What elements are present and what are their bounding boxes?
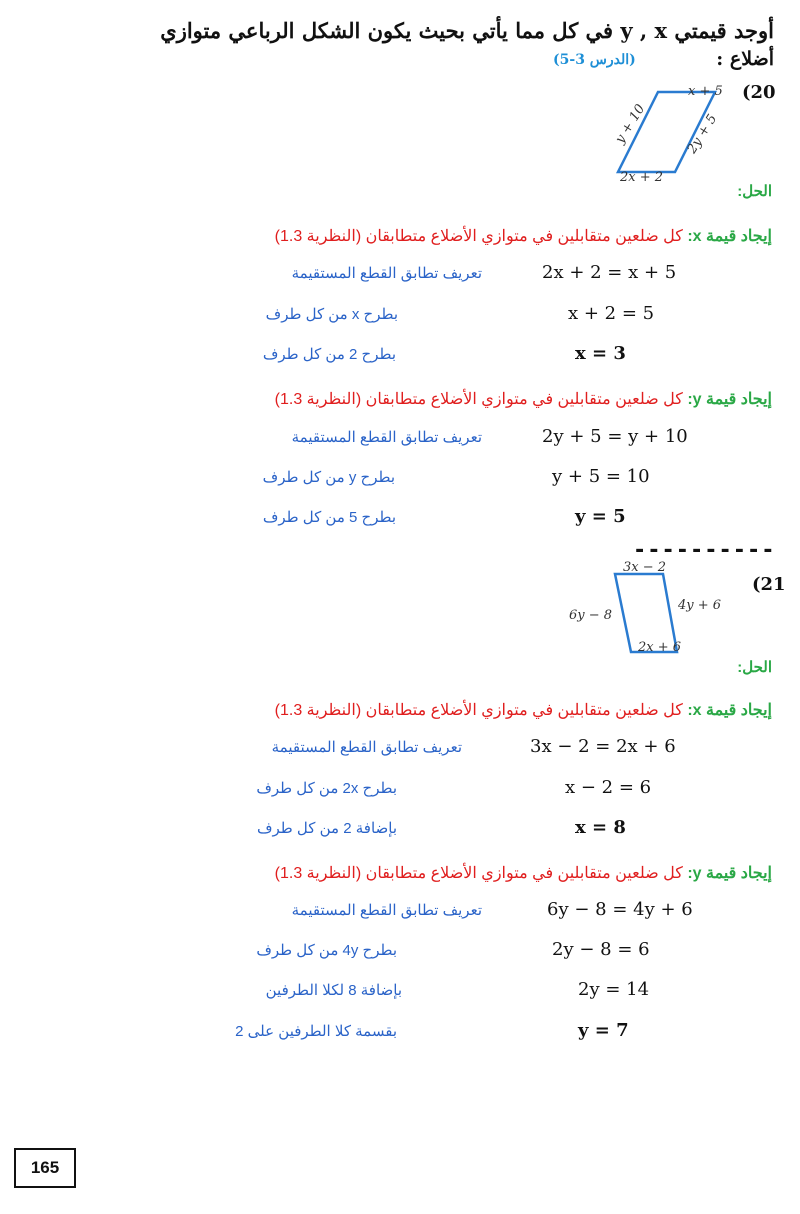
reason-20-y-2: بطرح y من كل طرف — [262, 469, 395, 486]
find-x-label-21: إيجاد قيمة x: — [687, 702, 772, 719]
reason-21-y-4: بقسمة كلا الطرفين على 2 — [235, 1023, 397, 1040]
equation-21-x-3: x = 8 — [575, 817, 626, 838]
problem-20-number: (20 — [742, 82, 776, 103]
find-y-label-20: إيجاد قيمة y: — [687, 391, 772, 408]
reason-20-x-3: بطرح 2 من كل طرف — [262, 346, 396, 363]
equation-20-x-3: x = 3 — [575, 343, 626, 364]
find-x-theorem-21: كل ضلعين متقابلين في متوازي الأضلاع متطابقان (النظرية 1.3) — [274, 702, 688, 719]
reason-20-y-1: تعريف تطابق القطع المستقيمة — [291, 429, 482, 446]
reason-20-x-2: بطرح x من كل طرف — [265, 306, 398, 323]
instruction-subtitle: أضلاع : — [716, 48, 774, 70]
figure-20-top-label: x + 5 — [688, 84, 723, 99]
find-x-statement-21 — [275, 700, 772, 720]
section-separator: ---------- — [633, 538, 776, 563]
page-number-box — [14, 1148, 76, 1188]
figure-21-left-label: 6y − 8 — [569, 608, 613, 623]
reason-21-y-2: بطرح 4y من كل طرف — [256, 942, 397, 959]
solution-label-21: الحل: — [737, 659, 772, 676]
find-y-theorem-20: كل ضلعين متقابلين في متوازي الأضلاع متطابقان (النظرية 1.3) — [274, 391, 688, 408]
find-y-label-21: إيجاد قيمة y: — [687, 865, 772, 882]
figure-21-top-label: 3x − 2 — [623, 560, 667, 575]
find-x-statement-20 — [275, 226, 772, 246]
equation-21-y-3: 2y = 14 — [578, 979, 650, 1000]
find-y-statement-20 — [275, 389, 772, 409]
equation-21-x-2: x − 2 = 6 — [565, 777, 652, 798]
equation-21-y-2: 2y − 8 = 6 — [552, 939, 650, 960]
equation-21-y-1: 6y − 8 = 4y + 6 — [547, 899, 693, 920]
instruction-title: أوجد قيمتي y , x في كل مما يأتي بحيث يكون الشكل الرباعي متوازي — [160, 18, 774, 43]
reason-21-y-1: تعريف تطابق القطع المستقيمة — [291, 902, 482, 919]
equation-21-y-4: y = 7 — [578, 1020, 629, 1041]
figure-20-left-label: y + 10 — [612, 101, 649, 147]
solution-label-20: الحل: — [737, 183, 772, 200]
reason-21-x-1: تعريف تطابق القطع المستقيمة — [271, 739, 462, 756]
figure-21-bottom-label: 2x + 6 — [638, 640, 682, 655]
reason-21-x-3: بإضافة 2 من كل طرف — [256, 820, 397, 837]
figure-20-right-label: 2y + 5 — [684, 111, 721, 157]
find-x-label-20: إيجاد قيمة x: — [687, 228, 772, 245]
find-y-theorem-21: كل ضلعين متقابلين في متوازي الأضلاع متطابقان (النظرية 1.3) — [274, 865, 688, 882]
equation-20-x-2: x + 2 = 5 — [568, 303, 655, 324]
equation-21-x-1: 3x − 2 = 2x + 6 — [530, 736, 676, 757]
equation-20-y-1: 2y + 5 = y + 10 — [542, 426, 688, 447]
equation-20-y-3: y = 5 — [575, 506, 626, 527]
page-number: 165 — [30, 1158, 60, 1177]
reason-20-y-3: بطرح 5 من كل طرف — [262, 509, 396, 526]
figure-21-right-label: 4y + 6 — [678, 598, 722, 613]
reason-21-x-2: بطرح 2x من كل طرف — [256, 780, 397, 797]
reason-20-x-1: تعريف تطابق القطع المستقيمة — [291, 265, 482, 282]
find-x-theorem-20: كل ضلعين متقابلين في متوازي الأضلاع متطابقان (النظرية 1.3) — [274, 228, 688, 245]
problem-21-number: (21 — [752, 574, 786, 595]
lesson-reference: (الدرس 3-5) — [553, 52, 636, 68]
parallelogram-figure-20 — [585, 84, 725, 184]
figure-20-bottom-label: 2x + 2 — [620, 170, 664, 184]
equation-20-x-1: 2x + 2 = x + 5 — [542, 262, 677, 283]
equation-20-y-2: y + 5 = 10 — [552, 466, 650, 487]
find-y-statement-21 — [275, 863, 772, 883]
reason-21-y-3: بإضافة 8 لكلا الطرفين — [265, 982, 402, 999]
parallelogram-figure-21 — [560, 560, 740, 660]
